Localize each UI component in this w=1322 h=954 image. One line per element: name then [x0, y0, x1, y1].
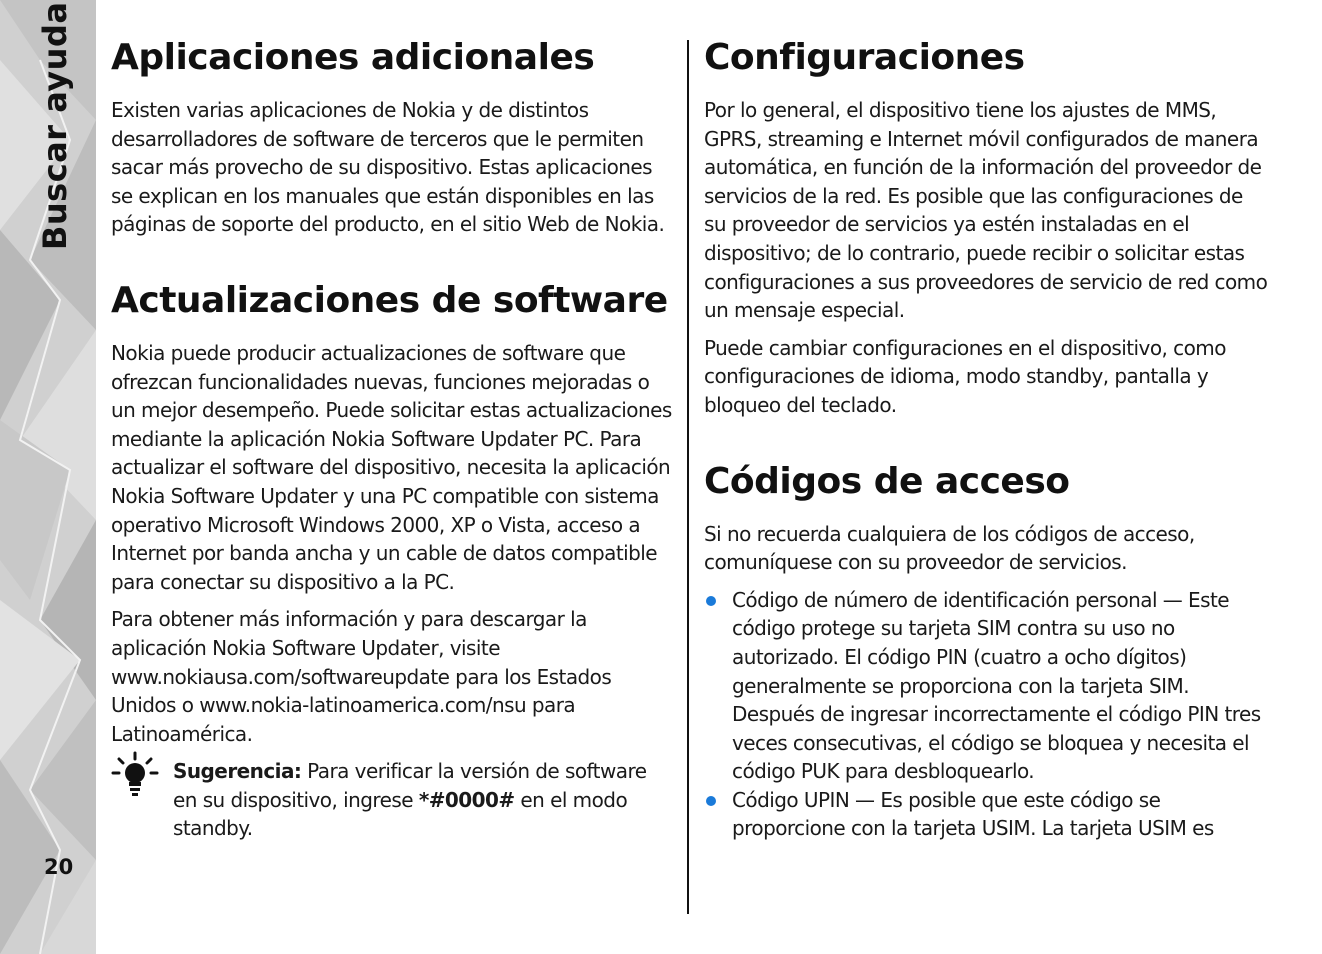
heading-configuraciones: Configuraciones: [704, 37, 1025, 78]
paragraph-codigos: Si no recuerda cualquiera de los códigos de acceso, comuníquese con su proveedor de servicios.: [704, 521, 1195, 575]
sidebar-decoration: [0, 0, 96, 954]
heading-aplicaciones-adicionales: Aplicaciones adicionales: [111, 37, 595, 78]
paragraph-configuraciones-1: Por lo general, el dispositivo tiene los ajustes de MMS, GPRS, streaming e Internet móvil configurados de manera automática, en función de la información del proveedor de servicios de la red. Es posible que las configuraciones de su proveedor de servicios ya estén instaladas en el dispositivo; de lo contrario, puede recibir o solicitar estas configuraciones a sus proveedores de servicio de red como un mensaje especial.: [704, 98, 1268, 323]
page-number: 20: [44, 855, 74, 879]
bullet-icon: [706, 596, 716, 606]
tip-text-after: en el modo standby.: [173, 787, 628, 841]
paragraph-actualizaciones-1: Nokia puede producir actualizaciones de software que ofrezcan funcionalidades nuevas, funciones mejoradas o un mejor desempeño. Puede solicitar estas actualizaciones mediante la aplicación Nokia Software Updater PC. Para actualizar el software del dispositivo, necesita la aplicación Nokia Software Updater y una PC compatible con sistema operativo Microsoft Windows 2000, XP o Vista, acceso a Internet por banda ancha y un cable de datos compatible para conectar su dispositivo a la PC.: [111, 340, 672, 594]
left-column: [111, 36, 676, 843]
right-column: [704, 36, 1269, 843]
tip-code: *#0000#: [418, 787, 515, 812]
access-codes-list: [704, 586, 1269, 843]
list-item-text: Código UPIN — Es posible que este código se proporcione con la tarjeta USIM. La tarjeta USIM es: [732, 787, 1214, 841]
column-divider: [687, 40, 689, 914]
tip-label: Sugerencia:: [173, 759, 302, 784]
tip-text-before: Para verificar la versión de software en su dispositivo, ingrese: [173, 759, 647, 812]
paragraph-actualizaciones-2: Para obtener más información y para descargar la aplicación Nokia Software Updater, visite www.nokiausa.com/softwareupdate para los Estados Unidos o www.nokia-latinoamerica.com/nsu para Latinoamérica.: [111, 607, 612, 746]
bullet-icon: [706, 796, 716, 806]
tip-text: [173, 757, 676, 843]
paragraph-configuraciones-2: Puede cambiar configuraciones en el dispositivo, como configuraciones de idioma, modo standby, pantalla y bloqueo del teclado.: [704, 335, 1226, 417]
sidebar-title: Buscar ayuda: [36, 1, 74, 250]
lightbulb-icon: [111, 751, 159, 799]
heading-codigos-acceso: Códigos de acceso: [704, 460, 1070, 502]
tip-box: [111, 757, 676, 843]
list-item: [704, 786, 1269, 843]
paragraph-aplicaciones: Existen varias aplicaciones de Nokia y de distintos desarrolladores de software de terceros que le permiten sacar más provecho de su dispositivo. Estas aplicaciones se explican en los manuales que están disponibles en las páginas de soporte del producto, en el sitio Web de Nokia.: [111, 98, 665, 237]
heading-actualizaciones-software: Actualizaciones de software: [111, 279, 668, 321]
list-item: [704, 586, 1269, 786]
list-item-text: Código de número de identificación personal — Este código protege su tarjeta SIM contra su uso no autorizado. El código PIN (cuatro a ocho dígitos) generalmente se proporciona con la tarjeta SIM. Después de ingresar incorrectamente el código PIN tres veces consecutivas, el código se bloquea y necesita el código PUK para desbloquearlo.: [732, 587, 1261, 784]
